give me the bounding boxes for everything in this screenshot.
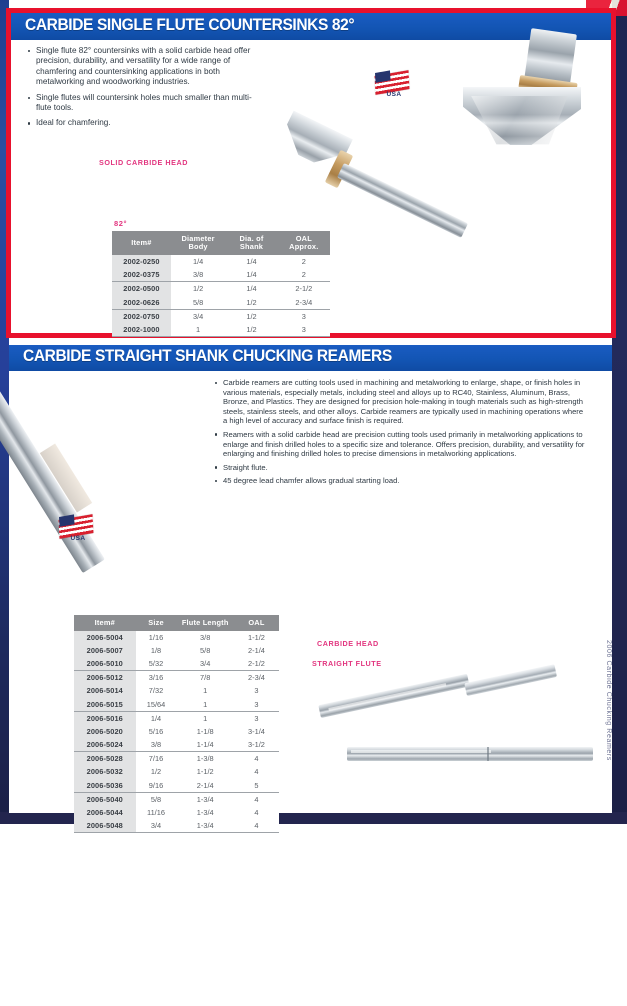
- cell-item: 2006-5007: [74, 644, 136, 657]
- cell-item: 2006-5044: [74, 806, 136, 819]
- cell-value: 3/4: [136, 819, 177, 833]
- cell-value: 1/4: [246, 270, 257, 280]
- column-header: Flute Length: [177, 615, 234, 631]
- table-row: [74, 819, 279, 833]
- cell-value: 1-3/8: [177, 752, 234, 766]
- cell-value: 7/32: [148, 686, 164, 696]
- cell-value: 3-1/2: [248, 740, 265, 750]
- cell-value: 1-1/8: [196, 726, 214, 736]
- column-header: OAL: [234, 615, 279, 631]
- cell-value: 3: [254, 699, 259, 709]
- table-row: [74, 697, 279, 711]
- reamer-large-photo: [1, 373, 231, 558]
- cell-value: 2-1/2: [248, 658, 265, 668]
- bullet-item: Straight flute.: [214, 463, 589, 473]
- cell-item: 2002-0626: [112, 296, 171, 310]
- table-row: [74, 765, 279, 778]
- cell-item: 2002-0250: [112, 255, 171, 268]
- reamers-spec-table: [74, 615, 279, 833]
- table-row: [74, 779, 279, 793]
- countersinks-bullet-list: [27, 46, 257, 134]
- usa-flag-label: USA: [386, 91, 402, 98]
- table-row: [112, 282, 330, 296]
- cell-item: 2006-5010: [74, 657, 136, 671]
- reamer-straight-photo: [347, 743, 597, 773]
- column-header: Size: [136, 615, 177, 631]
- countersinks-table-body: [112, 255, 330, 337]
- table-row: [112, 268, 330, 282]
- table-header-row: [112, 231, 330, 255]
- column-header: Item#: [112, 231, 171, 255]
- cell-value: 1-3/4: [196, 808, 214, 818]
- cell-value: 5/32: [148, 658, 164, 668]
- table-row: [74, 657, 279, 671]
- table-row: [74, 792, 279, 806]
- reamers-table-body: [74, 631, 279, 833]
- table-row: [74, 725, 279, 738]
- column-header: Dia. of Shank: [225, 231, 277, 255]
- cell-value: 1/2: [225, 309, 277, 323]
- cell-value: 3: [254, 686, 259, 696]
- column-header: OAL Approx.: [278, 231, 330, 255]
- cell-value: 4: [234, 752, 279, 766]
- bullet-item: Single flute 82° countersinks with a solid carbide head offer precision, durability, and versatility for a wide range of chamfering and countersinking applications in both metalworking and woodworking industries.: [27, 46, 257, 88]
- cell-value: 3: [278, 309, 330, 323]
- reamers-title: CARBIDE STRAIGHT SHANK CHUCKING REAMERS: [23, 347, 392, 365]
- reamers-panel: [9, 345, 612, 831]
- table-row: [74, 752, 279, 766]
- cell-value: 2-1/2: [278, 282, 330, 296]
- cell-value: 2-3/4: [234, 671, 279, 685]
- cell-value: 1/2: [246, 297, 257, 307]
- cell-value: 11/16: [147, 808, 165, 818]
- cell-value: 1/4: [225, 282, 277, 296]
- cell-value: 1: [203, 686, 208, 696]
- cell-item: 2006-5004: [74, 631, 136, 644]
- cell-value: 7/8: [177, 671, 234, 685]
- bullet-item: 45 degree lead chamfer allows gradual starting load.: [214, 476, 589, 486]
- made-in-usa-flag-icon: [57, 517, 95, 547]
- cell-value: 3/4: [200, 658, 211, 668]
- cell-value: 1: [203, 699, 208, 709]
- made-in-usa-flag-icon: [373, 73, 411, 103]
- bullet-item: Single flutes will countersink holes much smaller than multi-flute tools.: [27, 93, 257, 114]
- solid-carbide-head-callout: SOLID CARBIDE HEAD: [99, 158, 188, 167]
- table-row: [74, 711, 279, 725]
- cell-item: 2006-5028: [74, 752, 136, 766]
- cell-value: 2-1/4: [196, 780, 214, 790]
- cell-value: 1/2: [150, 767, 162, 777]
- cell-value: 1: [171, 323, 226, 337]
- cell-value: 1-3/4: [177, 819, 234, 833]
- reamers-bullet-list: [214, 378, 589, 490]
- countersinks-spec-table: [112, 231, 330, 337]
- cell-value: 2: [301, 257, 306, 267]
- page-margin-text: 2006 Carbide Chucking Reamers: [605, 640, 612, 761]
- cell-value: 5/8: [136, 792, 177, 806]
- cell-item: 2006-5020: [74, 725, 136, 738]
- cell-item: 2006-5014: [74, 684, 136, 697]
- countersinks-panel: [6, 8, 616, 338]
- cell-value: 3: [234, 711, 279, 725]
- cell-value: 7/16: [136, 752, 177, 766]
- cell-item: 2006-5048: [74, 819, 136, 833]
- table-row: [112, 323, 330, 337]
- cell-value: 5/16: [148, 726, 164, 736]
- table-header-row: [74, 615, 279, 631]
- carbide-head-callout: CARBIDE HEAD: [317, 639, 379, 648]
- cell-value: 9/16: [148, 780, 164, 790]
- cell-value: 4: [234, 792, 279, 806]
- cell-value: 1-1/4: [196, 740, 214, 750]
- cell-value: 1-1/2: [196, 767, 214, 777]
- cell-value: 1-1/2: [248, 632, 265, 642]
- angle-callout: 82°: [114, 219, 127, 228]
- straight-flute-callout: STRAIGHT FLUTE: [312, 659, 382, 668]
- cell-value: 3/4: [171, 309, 226, 323]
- cell-value: 1/16: [148, 632, 164, 642]
- cell-value: 1/2: [171, 282, 226, 296]
- cell-value: 5/8: [200, 645, 211, 655]
- cell-value: 3/8: [150, 740, 162, 750]
- cell-value: 1/4: [136, 711, 177, 725]
- reamer-angled-photo: [321, 675, 561, 735]
- cell-value: 3-1/4: [248, 726, 265, 736]
- table-row: [74, 738, 279, 752]
- cell-item: 2006-5024: [74, 738, 136, 752]
- cell-item: 2006-5016: [74, 711, 136, 725]
- cell-value: 5/8: [192, 297, 204, 307]
- bullet-item: Carbide reamers are cutting tools used in machining and metalworking to enlarge, shape, or finish holes in various materials, especially metals, including steel and alloys up to RC40, Stainless, Aluminum, Brass, Bronze, and Plastics. They are designed for precision hole-making in tough materials such as high-strength steels, stainless steels, and other alloys. Carbide reamers are typically used in machining operations where a high level of accuracy and surface finish is required.: [214, 378, 589, 426]
- cell-value: 1/4: [246, 257, 257, 267]
- bullet-item: Reamers with a solid carbide head are precision cutting tools used primarily in metalworking applications to enlarge and finish drilled holes to a specific size and tolerance. Offers precision, durability, and versatility for enlarging and finishing drilled holes to precise dimensions in metalworking applications.: [214, 430, 589, 459]
- cell-item: 2002-1000: [112, 323, 171, 337]
- cell-value: 15/64: [146, 699, 166, 709]
- table-row: [74, 644, 279, 657]
- cell-value: 1: [177, 711, 234, 725]
- cell-item: 2006-5032: [74, 765, 136, 778]
- cell-item: 2002-0500: [112, 282, 171, 296]
- cell-value: 3: [278, 323, 330, 337]
- table-row: [74, 671, 279, 685]
- column-header: Diameter Body: [171, 231, 226, 255]
- countersinks-title: CARBIDE SINGLE FLUTE COUNTERSINKS 82°: [25, 16, 355, 34]
- cell-value: 3/8: [200, 632, 211, 642]
- cell-value: 4: [234, 819, 279, 833]
- cell-value: 3/8: [192, 270, 204, 280]
- cell-item: 2006-5040: [74, 792, 136, 806]
- bullet-item: Ideal for chamfering.: [27, 118, 257, 128]
- cell-value: 1/4: [192, 257, 204, 267]
- cell-item: 2006-5012: [74, 671, 136, 685]
- cell-value: 1/8: [150, 645, 162, 655]
- cell-item: 2002-0375: [112, 268, 171, 282]
- table-row: [112, 296, 330, 310]
- cell-item: 2002-0750: [112, 309, 171, 323]
- table-row: [112, 309, 330, 323]
- cell-value: 1/2: [225, 323, 277, 337]
- table-row: [74, 684, 279, 697]
- cell-value: 5: [254, 780, 259, 790]
- cell-value: 2: [301, 270, 306, 280]
- table-row: [74, 631, 279, 644]
- table-row: [112, 255, 330, 268]
- cell-value: 2-3/4: [295, 297, 313, 307]
- table-row: [74, 806, 279, 819]
- column-header: Item#: [74, 615, 136, 631]
- cell-item: 2006-5036: [74, 779, 136, 793]
- cell-value: 3/16: [136, 671, 177, 685]
- usa-flag-label: USA: [70, 535, 86, 542]
- cell-value: 1-3/4: [177, 792, 234, 806]
- cell-value: 2-1/4: [248, 645, 265, 655]
- cell-value: 4: [254, 767, 259, 777]
- cell-value: 4: [254, 808, 259, 818]
- cell-item: 2006-5015: [74, 697, 136, 711]
